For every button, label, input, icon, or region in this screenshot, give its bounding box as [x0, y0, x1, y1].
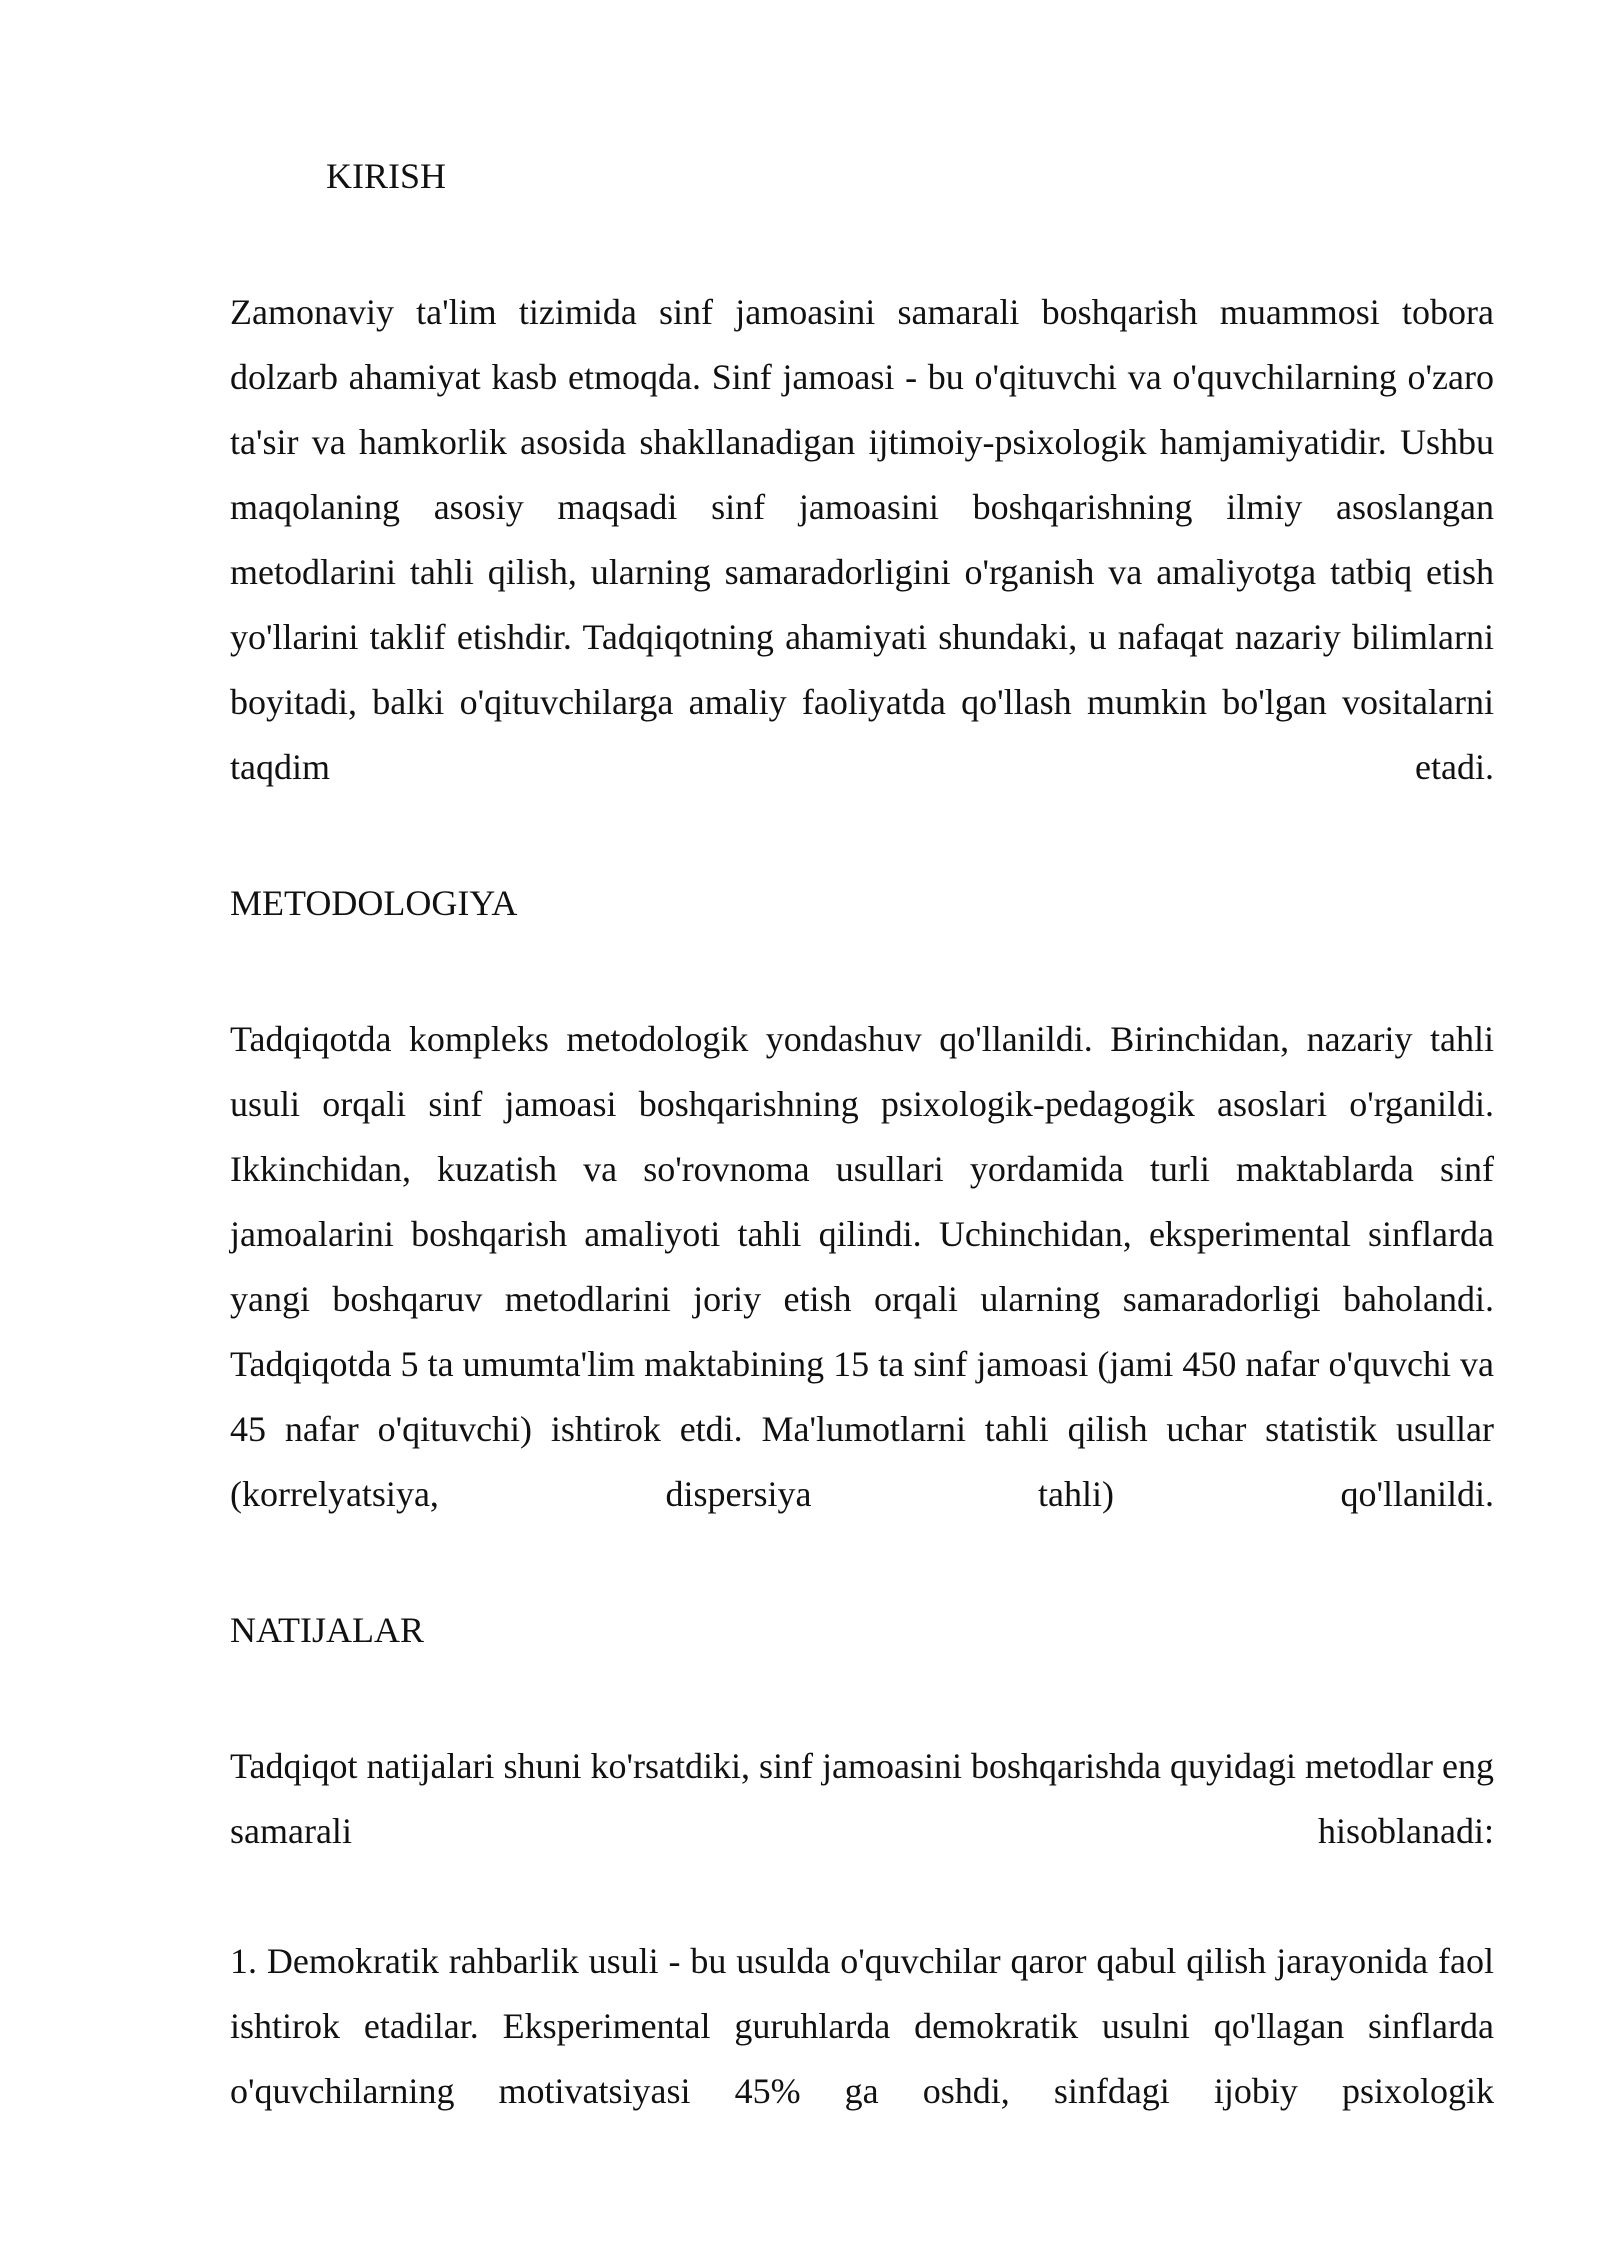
intro-paragraph: Zamonaviy ta'lim tizimida sinf jamoasini samarali boshqarish muammosi tobora dolzarb ahamiyat kasb etmoqda. Sinf jamoasi - bu o'qituvchi va o'quvchilarning o'zaro ta'sir va hamkorlik asosida shakllanadigan ijtimoiy-psixologik hamjamiyatidir. Ushbu maqolaning asosiy maqsadi sinf jamoasini boshqarishning ilmiy asoslangan metodlarini tahli qilish, ularning samaradorligini o'rganish va amaliyotga tatbiq etish yo'llarini taklif etishdir. Tadqiqotning ahamiyati shundaki, u nafaqat nazariy bilimlarni boyitadi, balki o'qituvchilarga amaliy faoliyatda qo'llash mumkin bo'lgan vositalarni taqdim etadi.	[230, 292, 1494, 787]
section-heading-natijalar: NATIJALAR	[230, 1610, 424, 1650]
methodology-paragraph: Tadqiqotda kompleks metodologik yondashuv qo'llanildi. Birinchidan, nazariy tahli usuli orqali sinf jamoasi boshqarishning psixologik-pedagogik asoslari o'rganildi. Ikkinchidan, kuzatish va so'rovnoma usullari yordamida turli maktablarda sinf jamoalarini boshqarish amaliyoti tahli qilindi. Uchinchidan, eksperimental sinflarda yangi boshqaruv metodlarini joriy etish orqali ularning samaradorligi baholandi. Tadqiqotda 5 ta umumta'lim maktabining 15 ta sinf jamoasi (jami 450 nafar o'quvchi va 45 nafar o'qituvchi) ishtirok etdi. Ma'lumotlarni tahli qilish uchar statistik usullar (korrelyatsiya, dispersiya tahli) qo'llanildi.	[230, 1019, 1494, 1514]
document-page	[230, 150, 1494, 2124]
results-list-item-1: 1. Demokratik rahbarlik usuli - bu usulda o'quvchilar qaror qabul qilish jarayonida faol ishtirok etadilar. Eksperimental guruhlarda demokratik usulni qo'llagan sinflarda o'quvchilarning motivatsiyasi 45% ga oshdi, sinfdagi ijobiy psixologik	[230, 1941, 1494, 2111]
section-heading-metodologiya: METODOLOGIYA	[230, 883, 518, 923]
section-heading-kirish: KIRISH	[326, 156, 447, 196]
results-paragraph: Tadqiqot natijalari shuni ko'rsatdiki, sinf jamoasini boshqarishda quyidagi metodlar eng samarali hisoblanadi:	[230, 1746, 1494, 1851]
